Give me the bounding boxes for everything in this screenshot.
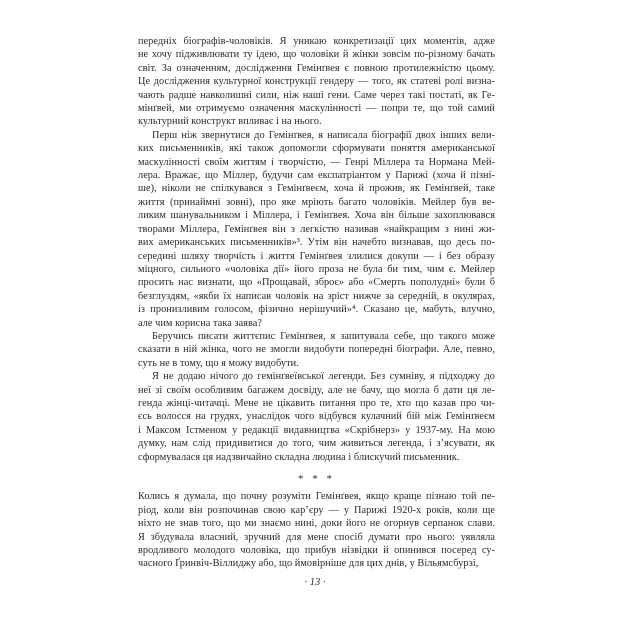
text-line: світ. За означенням, дослідження Гемінґвея є повною протилежністю цьому. xyxy=(138,62,495,74)
text-line: єсь волосся на грудях, унаслідок чого відбувся кулачний бій між Гемінґвеєм xyxy=(138,411,495,423)
text-line: часного Ґринвіч-Віллиджу або, що ймовірніше для цих днів, у Вільямсбурзі, xyxy=(138,558,479,570)
text-line: міцного, сильного «чоловіка дії» його проза не була би тим, чим є. Мейлер xyxy=(138,263,495,275)
text-line: сказати в ній жінка, чого не змогли видобути попередні біографи. Але, певно, xyxy=(138,344,495,356)
paragraph xyxy=(138,35,495,129)
text-block-after-divider xyxy=(138,490,495,570)
text-line: вродливого молодого чоловіка, що прибув нізвідки й опинився посеред су- xyxy=(138,545,495,557)
text-line: Це дослідження культурної конструкції гендеру — того, як статеві ролі визна- xyxy=(138,76,495,88)
text-line: Перш ніж звернутися до Гемінґвея, я написала біографії двох інших вели- xyxy=(152,129,495,141)
paragraph xyxy=(138,490,495,570)
text-line: але чим корисна така заява? xyxy=(138,317,263,329)
text-line: генда жінці-читачці. Мене не цікавить питання про те, хто що казав про чи- xyxy=(138,397,495,409)
text-line: Я збудувала власний, зручний для мене спосіб думати про нього: уявляла xyxy=(138,531,495,543)
text-line: життя (принаймні зовні), про яке мріють багато чоловіків. Мейлер був ве- xyxy=(138,196,495,208)
text-line: ніхто не знав того, що ми знаємо нині, доки його не огорнув серпанок слави. xyxy=(138,518,495,530)
text-column xyxy=(138,35,495,571)
text-line: безглуздям, «якби їх написав чоловік на зріст нижче за середній, в окулярах, xyxy=(138,290,495,302)
text-block-before-divider xyxy=(138,35,495,464)
text-line: ріод, коли він розпочинав свою кар’єру — у Парижі 1920-х років, коли ще xyxy=(138,504,495,516)
text-line: Колись я думала, що почну розуміти Гемінґвея, якщо краще пізнаю той пе- xyxy=(138,491,495,503)
text-line: думку, нам слід придивитися до того, чим живиться легенда, і з’ясувати, як xyxy=(138,438,495,450)
text-line: лера. Вражає, що Міллер, будучи сам експатріантом у Парижі (хоча й пізні- xyxy=(138,170,495,182)
text-line: просить нас визнати, що «Прощавай, зброє» або «Смерть пополудні» були б xyxy=(138,277,495,289)
text-line: ше), ніколи не спілкувався з Гемінґвеєм, хоча й прожив, як Гемінґвей, таке xyxy=(138,183,495,195)
text-line: культурний конструкт впливає і на нього. xyxy=(138,116,322,128)
text-line: неї зі своїм особливим багажем досвіду, але не бачу, що могла б дати ця ле- xyxy=(138,384,495,396)
text-line: маскулінності своїм життям і творчістю, — Генрі Міллера та Нормана Мей- xyxy=(138,156,495,168)
text-line: середині шляху творчість і життя Гемінґвея злилися докупи — і без образу xyxy=(138,250,495,262)
text-line: ликим шанувальником і Міллера, і Гемінґвея. Хоча він більше захоплювався xyxy=(138,210,495,222)
text-line: передніх біографів-чоловіків. Я уникаю конкретизації цих моментів, адже xyxy=(138,36,495,47)
section-divider: * * * xyxy=(298,473,335,485)
text-line: із пронизливим голосом, фізично нерішучий»⁴. Сказано це, мабуть, влучно, xyxy=(138,304,495,316)
text-line: мінґвей, ми отримуємо означення маскулінності — попри те, що той самий xyxy=(138,103,495,115)
text-line: творами Міллера, Гемінґвея він з легкістю називав «найкращим з нині жи- xyxy=(138,223,495,235)
page-number: · 13 · xyxy=(304,577,326,588)
text-line: ких письменників, які також допомогли сформувати поняття американської xyxy=(138,143,495,155)
paragraph xyxy=(138,330,495,370)
text-line: чають радше навколишні сили, ніж наші гени. Саме через такі постаті, як Ге- xyxy=(138,89,495,101)
paragraph xyxy=(138,370,495,464)
text-line: Беручись писати життєпис Гемінґвея, я запитувала себе, що такого може xyxy=(152,330,495,342)
text-line: не хочу підживлювати ту ідею, що чоловіки й жінки зовсім по-різному бачать xyxy=(138,49,495,61)
paragraph xyxy=(138,129,495,330)
text-line: вих американських письменників»³. Утім він начебто визнавав, що десь по- xyxy=(138,237,495,249)
text-line: Я не додаю нічого до гемінґвеївської легенди. Без сумніву, я підходжу до xyxy=(152,371,495,383)
text-line: суть не в тому, що я можу видобути. xyxy=(138,357,299,369)
text-line: сформувалася ця надзвичайно складна людина і блискучий письменник. xyxy=(138,451,460,463)
text-line: і Максом Істменом у редакції видавництва «Скрібнерз» у 1937-му. На мою xyxy=(138,424,495,436)
